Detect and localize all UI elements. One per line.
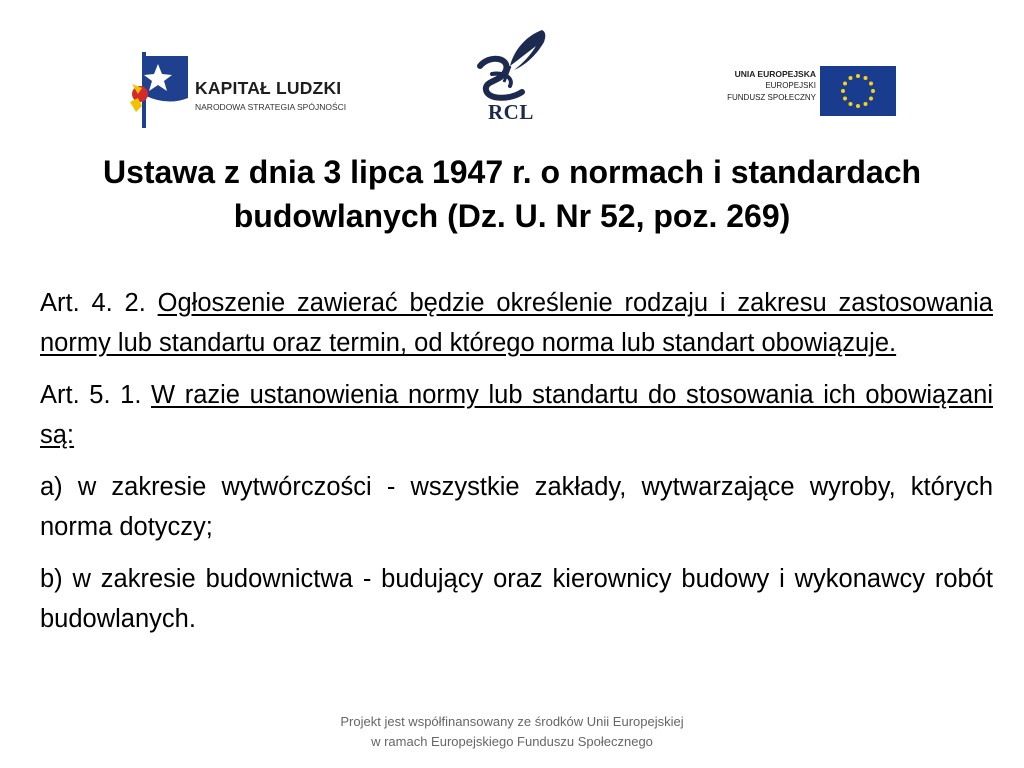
footer bbox=[212, 712, 812, 752]
title-line-2: budowlanych (Dz. U. Nr 52, poz. 269) bbox=[233, 198, 791, 234]
eu-logo-line3: FUNDUSZ SPOŁECZNY bbox=[727, 93, 816, 102]
rcl-logo bbox=[470, 26, 560, 130]
eu-logo-text bbox=[727, 68, 816, 104]
law-text bbox=[40, 283, 993, 651]
list-item-b: b) w zakresie budownictwa - budujący oraz kierownicy budowy i wykonawcy robót budowlanych. bbox=[40, 565, 993, 633]
footer-line-2: w ramach Europejskiego Funduszu Społecznego bbox=[371, 734, 653, 749]
kapital-ludzki-flag-icon bbox=[128, 50, 192, 130]
eu-logo-line2: EUROPEJSKI bbox=[765, 81, 816, 90]
article-prefix: Art. 4. 2. bbox=[40, 289, 146, 317]
kapital-ludzki-logo bbox=[128, 50, 368, 134]
page-title bbox=[40, 150, 984, 238]
article-5-1 bbox=[40, 375, 993, 455]
footer-line-1: Projekt jest współfinansowany ze środków Unii Europejskiej bbox=[340, 714, 684, 729]
article-text: Ogłoszenie zawierać będzie określenie rodzaju i zakresu zastosowania normy lub standartu oraz termin, od którego norma lub standart obowiązuje. bbox=[40, 289, 993, 357]
eu-logo bbox=[700, 64, 900, 118]
list-item-a: a) w zakresie wytwórczości - wszystkie zakłady, wytwarzające wyroby, których norma dotyczy; bbox=[40, 473, 993, 541]
quill-icon bbox=[470, 26, 560, 106]
rcl-logo-text: RCL bbox=[488, 100, 534, 124]
title-line-1: Ustawa z dnia 3 lipca 1947 r. o normach i standardach bbox=[102, 154, 922, 190]
article-prefix: Art. 5. 1. bbox=[40, 381, 142, 409]
eu-logo-title: UNIA EUROPEJSKA bbox=[734, 69, 816, 79]
kapital-ludzki-title: KAPITAŁ LUDZKI bbox=[195, 78, 342, 98]
article-text: W razie ustanowienia normy lub standartu do stosowania ich obowiązani są: bbox=[40, 381, 993, 449]
article-4-2 bbox=[40, 283, 993, 363]
kapital-ludzki-subtitle: NARODOWA STRATEGIA SPÓJNOŚCI bbox=[195, 102, 347, 112]
eu-flag-icon bbox=[820, 66, 896, 116]
